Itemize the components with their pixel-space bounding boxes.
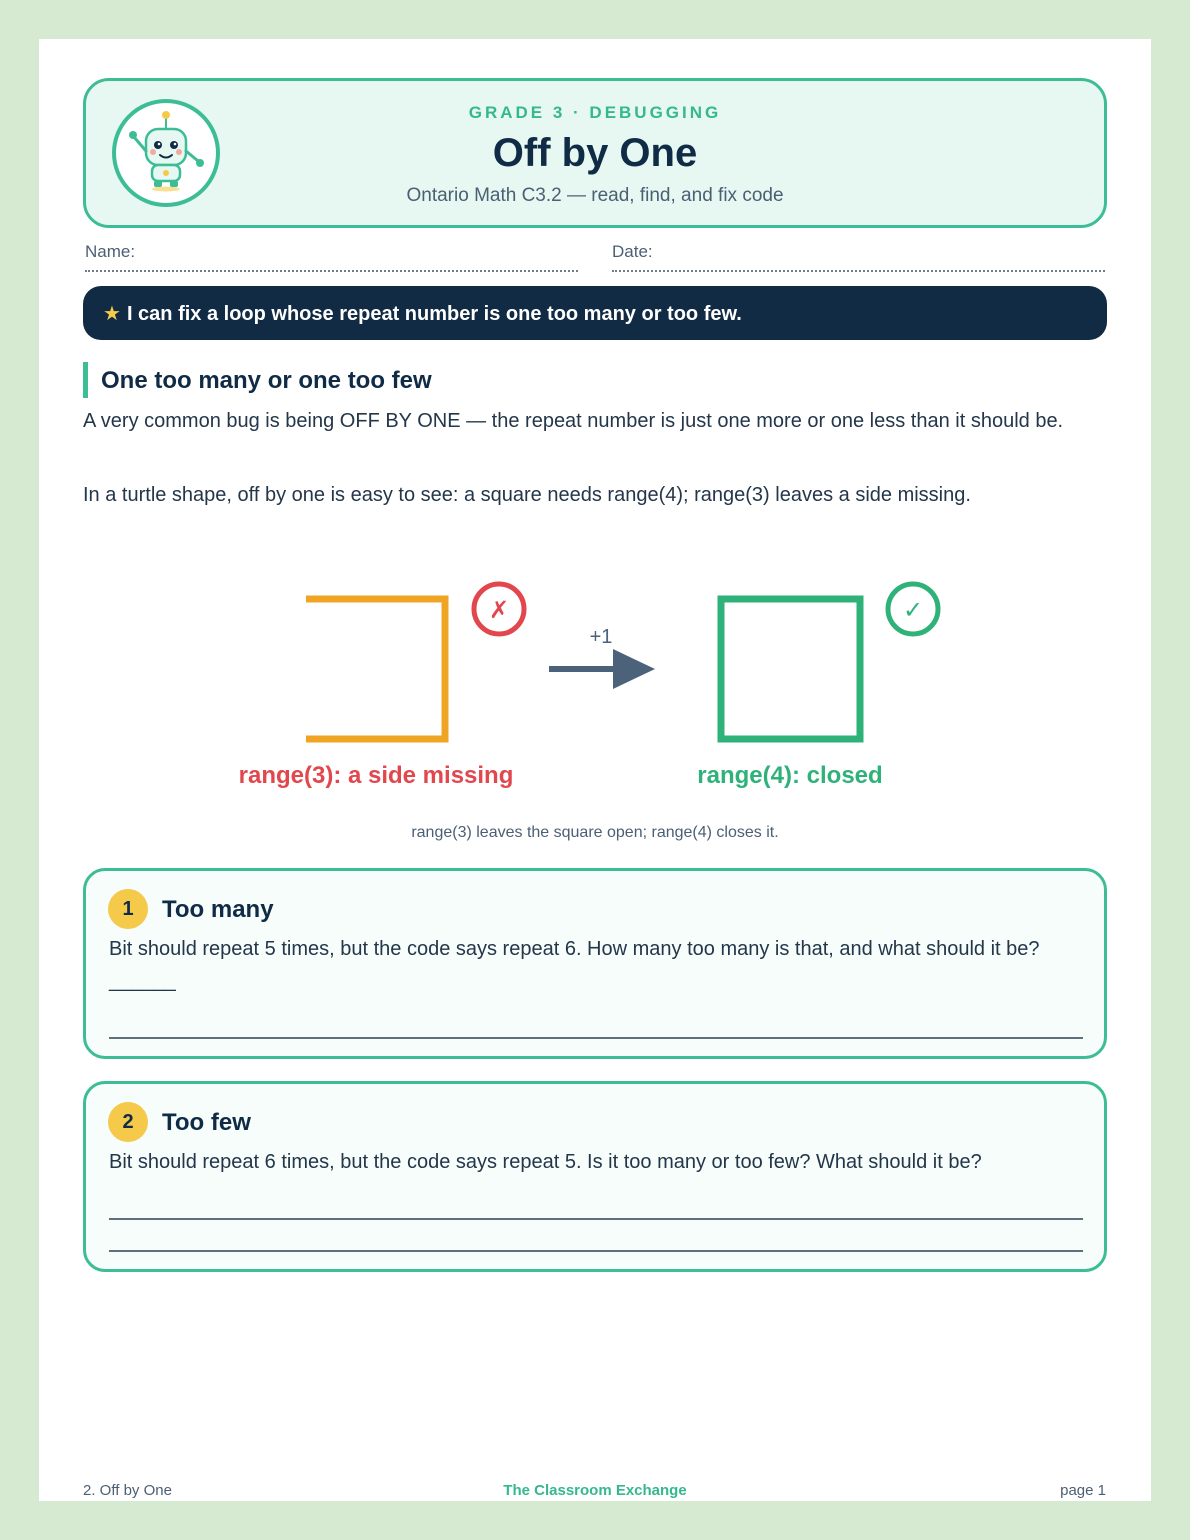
page-title: Off by One xyxy=(492,131,698,175)
answer-line[interactable] xyxy=(109,1218,1083,1220)
question-text: Bit should repeat 5 times, but the code says repeat 6. How many too many is that, and what should it be? ______ xyxy=(109,938,1040,992)
curriculum-subtitle: Ontario Math C3.2 — read, find, and fix code xyxy=(406,185,784,206)
wrong-label: range(3): a side missing xyxy=(238,762,514,789)
arrow-label: +1 xyxy=(589,626,613,648)
learning-goal-text: I can fix a loop whose repeat number is one too many or too few. xyxy=(126,303,742,325)
answer-line[interactable] xyxy=(109,1250,1083,1252)
closed-square-shape xyxy=(721,599,860,739)
question-number-badge: 2 xyxy=(108,1102,148,1142)
diagram-caption: range(3) leaves the square open; range(4) closes it. xyxy=(411,824,779,841)
star-icon: ★ xyxy=(103,303,121,325)
intro-paragraph: A very common bug is being OFF BY ONE — the repeat number is just one more or one less than it should be. xyxy=(83,410,1064,432)
question-card-2 xyxy=(83,1081,1107,1272)
date-line xyxy=(612,270,1105,272)
name-field[interactable] xyxy=(85,242,578,272)
arrow-right-icon xyxy=(613,649,655,689)
answer-line[interactable] xyxy=(109,1037,1083,1039)
header-card xyxy=(83,78,1107,228)
turtle-paragraph: In a turtle shape, off by one is easy to see: a square needs range(4); range(3) leaves a side missing. xyxy=(83,484,971,506)
open-square-shape xyxy=(306,599,445,739)
date-label: Date: xyxy=(612,242,653,261)
right-label: range(4): closed xyxy=(697,762,883,789)
wrong-mark: ✗ xyxy=(488,596,510,624)
worksheet-page xyxy=(39,39,1151,1501)
square-diagram xyxy=(39,569,1151,809)
learning-goal-banner xyxy=(83,286,1107,340)
grade-eyebrow: GRADE 3 · DEBUGGING xyxy=(468,103,722,122)
right-mark: ✓ xyxy=(902,596,924,624)
question-title: Too many xyxy=(162,896,274,923)
question-title: Too few xyxy=(162,1109,251,1136)
footer-brand: The Classroom Exchange xyxy=(503,1482,687,1499)
section-heading: One too many or one too few xyxy=(83,362,432,398)
date-field[interactable] xyxy=(612,242,1105,272)
question-number-badge: 1 xyxy=(108,889,148,929)
question-card-1 xyxy=(83,868,1107,1059)
name-label: Name: xyxy=(85,242,136,261)
question-text: Bit should repeat 6 times, but the code says repeat 5. Is it too many or too few? What should it be? xyxy=(109,1151,982,1173)
footer-page-number: page 1 xyxy=(1060,1482,1106,1499)
footer-worksheet-name: 2. Off by One xyxy=(83,1482,172,1499)
name-line xyxy=(85,270,578,272)
